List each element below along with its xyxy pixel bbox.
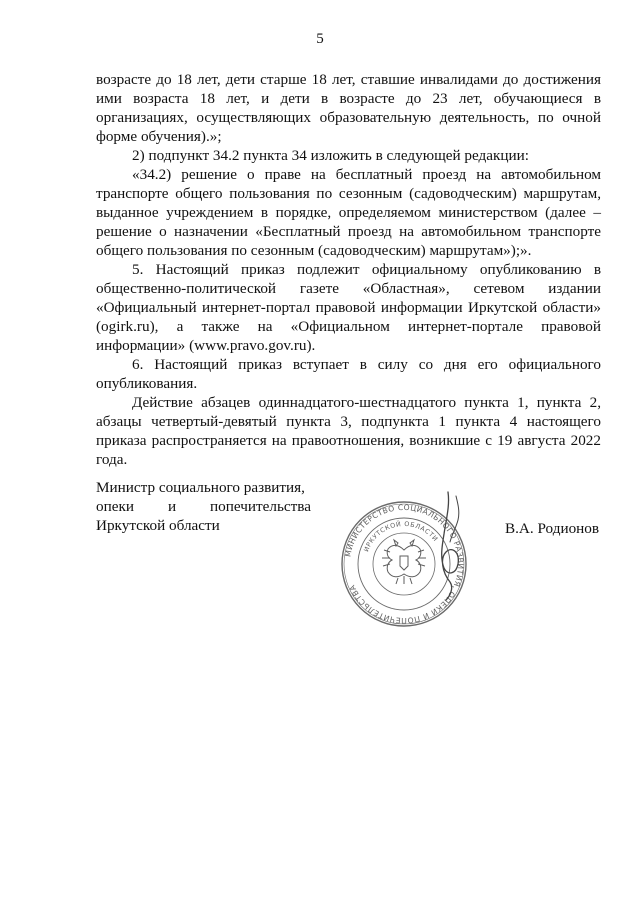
signatory-position-line: Министр социального развития, bbox=[96, 479, 305, 496]
signatory-position-line: Иркутской области bbox=[96, 517, 220, 534]
paragraph-continuation: возрасте до 18 лет, дети старше 18 лет, ставшие инвалидами до достижения ими возраста 18 лет, и дети в возрасте до 23 лет, обучающиеся в организациях, осуществляющих образовательную деятельность, по очной форме обучения).»; bbox=[96, 71, 601, 145]
handwritten-signature bbox=[400, 486, 490, 606]
paragraph-item-5: 5. Настоящий приказ подлежит официальному опубликованию в общественно-политической газете «Областная», сетевом издании «Официальный интернет-портал правовой информации Иркутской области» (ogirk.ru), а также на «Официальном интернет-портале правовой информации» (www.pravo.gov.ru). bbox=[96, 261, 601, 354]
paragraph-subitem-2: 2) подпункт 34.2 пункта 34 изложить в следующей редакции: bbox=[132, 147, 530, 164]
paragraph-effect: Действие абзацев одиннадцатого-шестнадцатого пункта 1, пункта 2, абзацы четвертый-девятый пункта 3, подпункта 1 пункта 4 настоящего приказа распространяется на правоотношения, возникшие с 19 августа 2022 года. bbox=[96, 394, 601, 468]
signatory-position-line: опеки и попечительства bbox=[96, 498, 311, 515]
signatory-position bbox=[96, 478, 311, 535]
seal-inner-text: ИРКУТСКОЙ ОБЛАСТИ bbox=[362, 519, 440, 553]
paragraph-subitem-34-2: «34.2) решение о праве на бесплатный проезд на автомобильном транспорте общего пользования по сезонным (садоводческим) маршрутам, выданное учреждением в порядке, определяемом министерством (далее – решение о назначении «Бесплатный проезд на автомобильном транспорте общего пользования по сезонным (садоводческим) маршрутам»);». bbox=[96, 166, 601, 259]
paragraph-item-6: 6. Настоящий приказ вступает в силу со дня его официального опубликования. bbox=[96, 356, 601, 392]
document-body bbox=[96, 70, 601, 469]
seal-outer-text: МИНИСТЕРСТВО СОЦИАЛЬНОГО РАЗВИТИЯ, ОПЕКИ И ПОПЕЧИТЕЛЬСТВА bbox=[343, 502, 466, 626]
page-number: 5 bbox=[316, 31, 324, 47]
signatory-name: В.А. Родионов bbox=[505, 520, 600, 537]
